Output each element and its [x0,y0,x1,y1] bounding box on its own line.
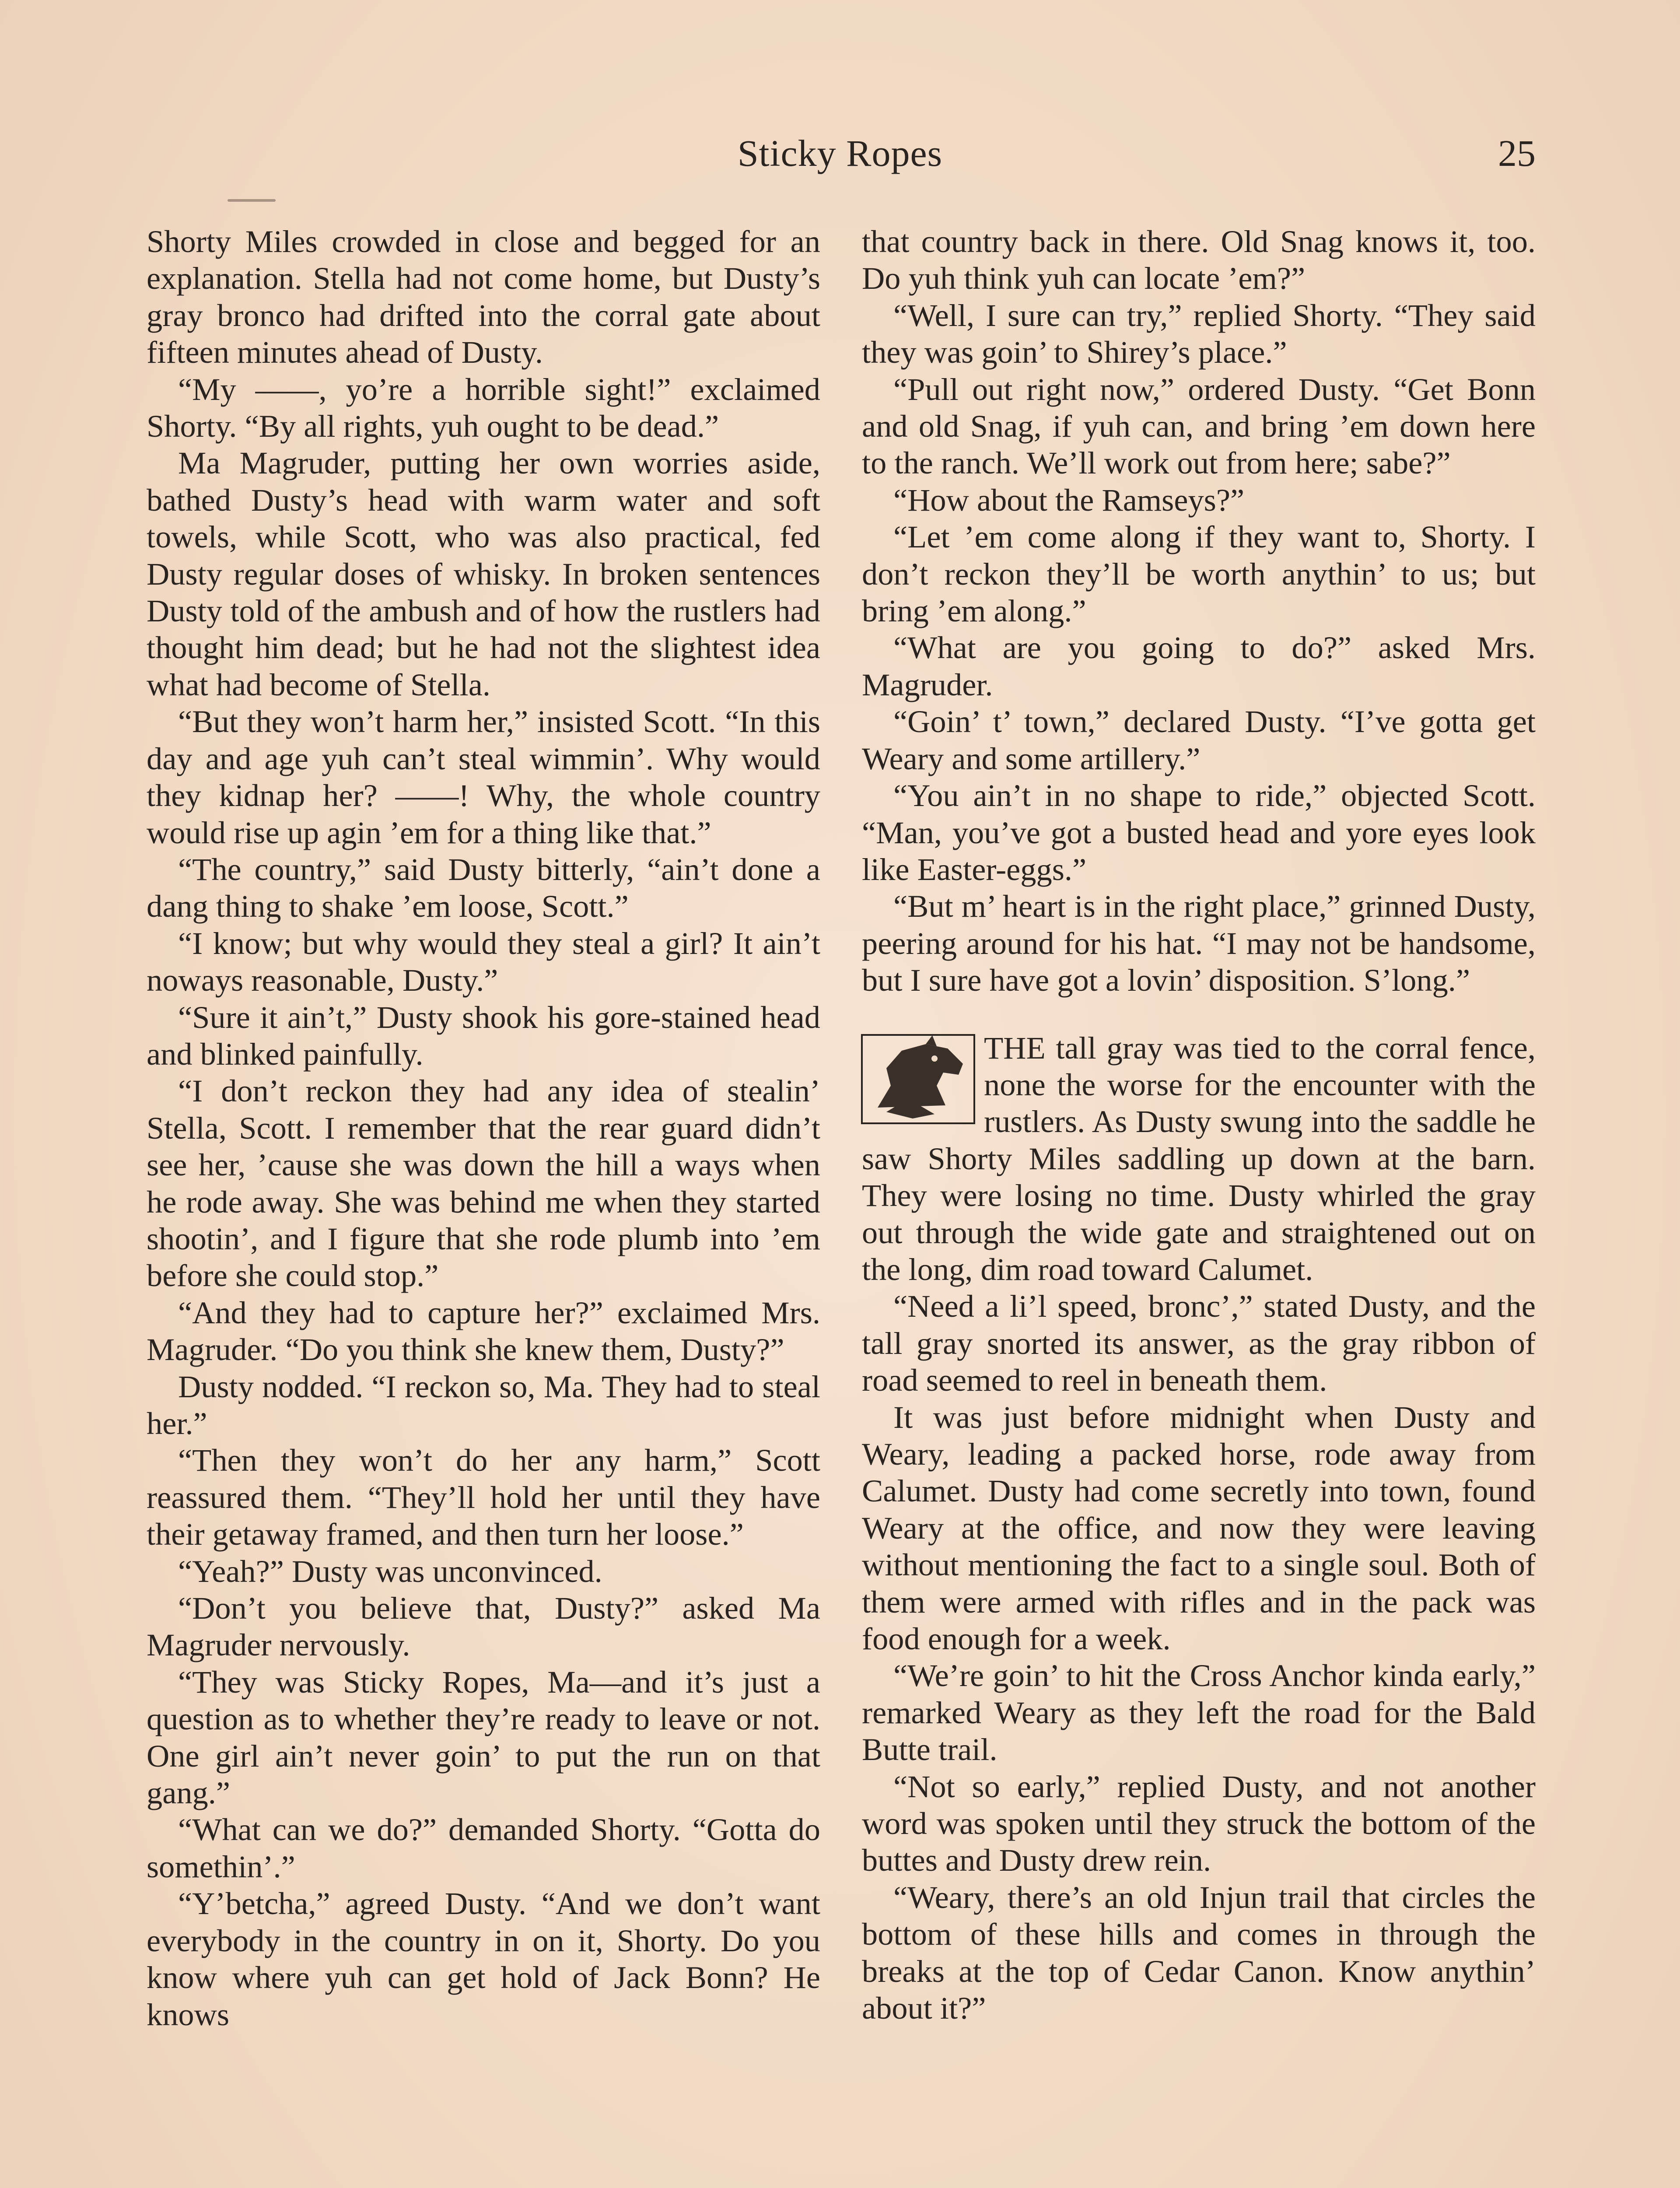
paragraph: “They was Sticky Ropes, Ma—and it’s just a question as to whether they’re ready to leave or not. One girl ain’t never goin’ to put the run on that gang.” [147,1664,820,1811]
paragraph: “My ——, yo’re a horrible sight!” exclaimed Shorty. “By all rights, yuh ought to be dead.” [147,371,820,444]
paragraph: “Well, I sure can try,” replied Shorty. “They said they was goin’ to Shirey’s place.” [862,297,1536,370]
paragraph: “Weary, there’s an old Injun trail that circles the bottom of these hills and comes in through the breaks at the top of Cedar Canon. Know anythin’ about it?” [862,1879,1536,2026]
paragraph: “I don’t reckon they had any idea of stealin’ Stella, Scott. I remember that the rear guard didn’t see her, ’cause she was down the hill a ways when he rode away. She was behind me when they started shootin’, and I figure that she rode plumb into ’em before she could stop.” [147,1073,820,1294]
left-column [147,223,820,2033]
paragraph: “Don’t you believe that, Dusty?” asked Ma Magruder nervously. [147,1590,820,1663]
paragraph: Dusty nodded. “I reckon so, Ma. They had to steal her.” [147,1368,820,1441]
page-number: 25 [1498,132,1536,174]
paragraph: “And they had to capture her?” exclaimed Mrs. Magruder. “Do you think she knew them, Dusty?” [147,1294,820,1368]
paragraph: “You ain’t in no shape to ride,” objected Scott. “Man, you’ve got a busted head and yore eyes look like Easter-eggs.” [862,778,1536,887]
paragraph: “What are you going to do?” asked Mrs. Magruder. [862,630,1536,702]
running-title: Sticky Ropes [737,132,943,174]
paragraph: “Sure it ain’t,” Dusty shook his gore-stained head and blinked painfully. [147,999,820,1072]
paragraph: “But m’ heart is in the right place,” grinned Dusty, peering around for his hat. “I may not be handsome, but I sure have got a lovin’ disposition. S’long.” [862,888,1536,998]
paragraph: It was just before midnight when Dusty and Weary, leading a packed horse, rode away from Calumet. Dusty had come secretly into town, found Weary at the office, and now they were leaving without mentioning the fact to a single soul. Both of them were armed with rifles and in the pack was food enough for a week. [862,1399,1536,1657]
paragraph: “Goin’ t’ town,” declared Dusty. “I’ve gotta get Weary and some artillery.” [862,704,1536,776]
paragraph: “Need a li’l speed, bronc’,” stated Dusty, and the tall gray snorted its answer, as the gray ribbon of road seemed to reel in beneath them. [862,1288,1536,1398]
paragraph: “I know; but why would they steal a girl? It ain’t noways reasonable, Dusty.” [147,925,820,998]
ink-mark [228,199,276,202]
paragraph: that country back in there. Old Snag knows it, too. Do yuh think yuh can locate ’em?” [862,224,1536,296]
paragraph: “Then they won’t do her any harm,” Scott reassured them. “They’ll hold her until they have their getaway framed, and then turn her loose.” [147,1442,820,1552]
paragraph: “Yeah?” Dusty was unconvinced. [178,1553,602,1589]
paragraph: “But they won’t harm her,” insisted Scott. “In this day and age yuh can’t steal wimmin’. Why would they kidnap her? ——! Why, the whole country would rise up agin ’em for a thing like that.” [147,704,820,850]
paragraph: Shorty Miles crowded in close and begged for an explanation. Stella had not come home, but Dusty’s gray bronco had drifted into the corral gate about fifteen minutes ahead of Dusty. [147,224,820,370]
horse-head-icon [860,1033,976,1125]
section-opening-paragraph [862,1030,1536,1288]
paragraph: “Y’betcha,” agreed Dusty. “And we don’t want everybody in the country in on it, Shorty. Do you know where yuh can get hold of Jack Bonn? He knows [147,1886,820,2032]
section-break [862,999,1536,1030]
paragraph: “Pull out right now,” ordered Dusty. “Get Bonn and old Snag, if yuh can, and bring ’em down here to the ranch. We’ll work out from here; sabe?” [862,371,1536,481]
paragraph: “Not so early,” replied Dusty, and not another word was spoken until they struck the bottom of the buttes and Dusty drew rein. [862,1768,1536,1878]
paragraph: “We’re goin’ to hit the Cross Anchor kinda early,” remarked Weary as they left the road for the Bald Butte trail. [862,1658,1536,1767]
paragraph-text: THE tall gray was tied to the corral fence, none the worse for the encounter with the rustlers. As Dusty swung into the saddle he saw Shorty Miles saddling up down at the barn. They were losing no time. Dusty whirled the gray out through the wide gate and straightened out on the long, dim road toward Calumet. [862,1030,1536,1287]
paragraph: “How about the Ramseys?” [893,482,1245,518]
paragraph: “What can we do?” demanded Shorty. “Gotta do somethin’.” [147,1812,820,1884]
right-column [862,223,1536,2027]
paragraph: “The country,” said Dusty bitterly, “ain’t done a dang thing to shake ’em loose, Scott.” [147,851,820,924]
page-header [144,131,1536,179]
paragraph: “Let ’em come along if they want to, Shorty. I don’t reckon they’ll be worth anythin’ to us; but bring ’em along.” [862,519,1536,629]
paragraph: Ma Magruder, putting her own worries aside, bathed Dusty’s head with warm water and soft towels, while Scott, who was also practical, fed Dusty regular doses of whisky. In broken sentences Dusty told of the ambush and of how the rustlers had thought him dead; but he had not the slightest idea what had become of Stella. [147,445,820,702]
